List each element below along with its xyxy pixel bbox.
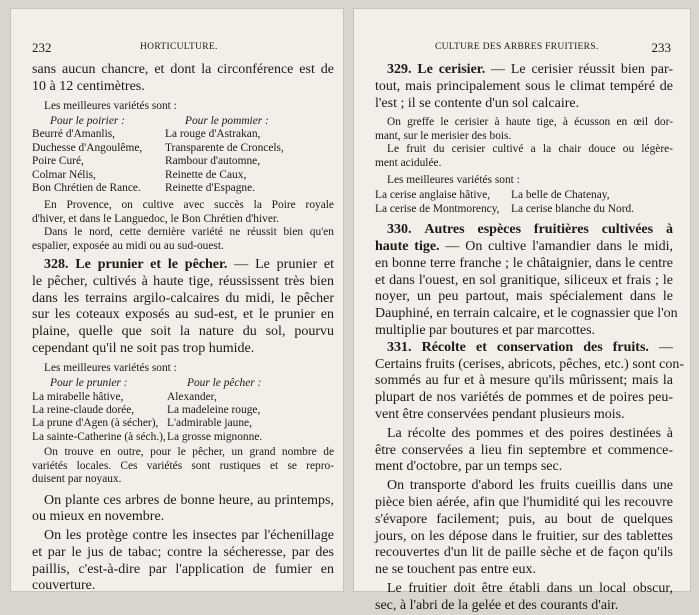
list-item: Bon Chrétien de Rance. bbox=[32, 182, 141, 195]
text-line: et dans l'ouest, en sol granitique, siliceux et frais ; le bbox=[375, 272, 673, 288]
section-number: 328. bbox=[44, 257, 69, 273]
text-line: sans aucun chancre, et dont la circonférence est de bbox=[32, 62, 334, 77]
pear-apple-columns bbox=[32, 115, 334, 195]
section-title: Le prunier et le pêcher. bbox=[75, 257, 228, 273]
text-line: sur les coteaux exposés au sud-est, et le prunier en bbox=[32, 307, 334, 323]
section-331-heading bbox=[375, 340, 673, 357]
prunier-column bbox=[32, 377, 167, 444]
list-item: La prune d'Agen (à sécher), bbox=[32, 417, 159, 430]
text-line: jours, on les dépose dans le fruitier, sur des tablettes bbox=[375, 528, 673, 544]
text-line: multiplie par boutures et par marcottes. bbox=[375, 323, 596, 339]
text-line: sec, à l'abri de la gelée et des courants d'air. bbox=[375, 597, 619, 613]
left-content bbox=[32, 62, 334, 595]
text-line: Dauphiné, en terrain calcaire, et le cognassier que l'on bbox=[375, 306, 678, 322]
right-running-title: CULTURE DES ARBRES FRUITIERS. bbox=[435, 42, 599, 52]
text-line: Certains fruits (cerises, abricots, pêches, etc.) sont con- bbox=[375, 356, 685, 372]
section-330-heading bbox=[375, 222, 673, 239]
list-item: La rouge d'Astrakan, bbox=[165, 128, 261, 141]
text-line: noyer, un peu partout, mais spécialement dans le bbox=[375, 289, 673, 305]
text-line: mant, sur le merisier des bois. bbox=[375, 129, 512, 142]
varieties-heading: Les meilleures variétés sont : bbox=[44, 99, 177, 112]
list-item: La madeleine rouge, bbox=[167, 404, 261, 417]
text-line: vent être conservées pendant plusieurs mois. bbox=[375, 407, 625, 422]
left-page-number: 232 bbox=[32, 40, 52, 55]
section-title: Le cerisier. bbox=[417, 62, 486, 77]
varieties-heading: Les meilleures variétés sont : bbox=[387, 174, 520, 187]
text-line: en bonne terre franche ; le châtaignier, dans le centre bbox=[375, 255, 673, 271]
text-line: couverture. bbox=[32, 578, 96, 594]
text-line: tout, mais principalement sous le climat tempéré de bbox=[375, 78, 673, 94]
section-text: — Le prunier et bbox=[234, 257, 335, 273]
plum-peach-columns bbox=[32, 377, 334, 444]
text-line: cependant qu'il ne soit pas trop humide. bbox=[32, 341, 255, 357]
text-line: l'est ; il se contente d'un sol calcaire. bbox=[375, 95, 580, 111]
text-line: s'évapore facilement; puis, au bout de quelques bbox=[375, 511, 673, 527]
text-line: variétés locales. Ces variétés sont rustiques et se repro- bbox=[32, 459, 334, 472]
text-line: On trouve en outre, pour le pêcher, un grand nombre de bbox=[44, 446, 334, 459]
section-text: — On cultive l'amandier dans le midi, bbox=[445, 239, 674, 255]
column-heading: Pour le pommier : bbox=[185, 115, 269, 127]
list-item: La cerise de Montmorency, bbox=[375, 202, 500, 215]
column-heading: Pour le pêcher : bbox=[187, 377, 262, 390]
section-text: — bbox=[659, 339, 674, 355]
text-line: ou mieux en novembre. bbox=[32, 509, 165, 525]
list-item: La reine-claude dorée, bbox=[32, 404, 135, 417]
text-line: et par le jus de tabac; contre la sécheresse, par des bbox=[32, 544, 334, 560]
text-line: Dans le nord, cette dernière variété ne réussit bien qu'en bbox=[44, 226, 334, 239]
list-item: Reinette de Caux, bbox=[165, 168, 247, 181]
text-line: Le fruitier doit être établi dans un local obscur, bbox=[387, 580, 673, 596]
cerise-column-1 bbox=[375, 189, 511, 216]
text-line: plupart de nos variétés de pommes et de poires peu- bbox=[375, 390, 673, 406]
text-line: duisent par noyaux. bbox=[32, 473, 122, 486]
text-line: La récolte des pommes et des poires destinées à bbox=[387, 425, 673, 441]
list-item: Alexander, bbox=[167, 390, 217, 403]
text-line: recouvertes d'un lit de paille sèche et de façon qu'ils bbox=[375, 545, 673, 561]
list-item: La mirabelle hâtive, bbox=[32, 390, 124, 403]
text-line: 10 à 12 centimètres. bbox=[32, 78, 145, 94]
list-item: La sainte-Catherine (à séch.), bbox=[32, 430, 166, 443]
list-item: Beurré d'Amanlis, bbox=[32, 128, 116, 141]
text-line: On plante ces arbres de bonne heure, au printemps, bbox=[44, 492, 334, 508]
text-line: ment acidulée. bbox=[375, 156, 442, 169]
cerise-column-2 bbox=[511, 189, 634, 216]
varieties-heading: Les meilleures variétés sont : bbox=[44, 361, 177, 374]
cherry-columns bbox=[375, 189, 673, 216]
text-line: paillis, c'est-à-dire par l'application de fumier en bbox=[32, 561, 334, 577]
text-line: ment d'octobre, par un temps sec. bbox=[375, 459, 563, 475]
list-item: Reinette d'Espagne. bbox=[165, 182, 255, 195]
text-line bbox=[375, 239, 673, 256]
column-heading: Pour le poirier : bbox=[50, 115, 125, 127]
pecher-column bbox=[167, 377, 262, 444]
section-text: — Le cerisier réussit bien par- bbox=[491, 62, 674, 77]
list-item: Transparente de Croncels, bbox=[165, 141, 284, 154]
section-329-heading bbox=[375, 62, 673, 79]
list-item: Duchesse d'Angoulême, bbox=[32, 141, 143, 154]
right-page-number: 233 bbox=[651, 40, 671, 55]
text-line: espalier, exposée au midi ou au sud-ouest. bbox=[32, 239, 224, 252]
list-item: Colmar Nélis, bbox=[32, 168, 96, 181]
text-line: être conservées a lieu fin septembre et commence- bbox=[375, 442, 673, 458]
text-line: dans les terrains argilo-calcaires du midi, le pêcher bbox=[32, 290, 334, 306]
text-line: On transporte d'abord les fruits cueillis dans une bbox=[387, 478, 673, 494]
section-328-heading bbox=[32, 257, 334, 274]
list-item: La cerise blanche du Nord. bbox=[511, 202, 635, 215]
pommier-column bbox=[165, 115, 284, 195]
text-line: sommés au fur et à mesure qu'ils mûrissent; mais la bbox=[375, 373, 673, 389]
list-item: La belle de Chatenay, bbox=[511, 189, 610, 202]
section-title: Autres espèces fruitières cultivées à bbox=[424, 222, 673, 238]
text-line: On les protège contre les insectes par l'échenillage bbox=[44, 528, 334, 544]
section-title-continued: haute tige. bbox=[375, 239, 440, 255]
text-line: En Provence, on cultive avec succès la Poire royale bbox=[44, 199, 334, 212]
section-title: Récolte et conservation des fruits. bbox=[421, 339, 649, 355]
section-number: 330. bbox=[387, 222, 412, 238]
text-line: plaine, quelle que soit la nature du sol, pourvu bbox=[32, 324, 334, 340]
left-running-title: HORTICULTURE. bbox=[140, 42, 218, 52]
column-heading: Pour le prunier : bbox=[50, 377, 128, 390]
text-line: On greffe le cerisier à haute tige, à écusson en œil dor- bbox=[387, 116, 673, 129]
text-line: Le fruit du cerisier cultivé a la chair douce ou légère- bbox=[387, 143, 673, 156]
text-line: pièce bien aérée, afin que l'humidité qui les recouvre bbox=[375, 494, 673, 510]
left-page bbox=[10, 8, 344, 592]
section-number: 329. bbox=[387, 62, 412, 77]
list-item: La grosse mignonne. bbox=[167, 430, 263, 443]
section-number: 331. bbox=[387, 339, 412, 355]
list-item: L'admirable jaune, bbox=[167, 417, 252, 430]
right-content bbox=[375, 62, 685, 615]
text-line: le pêcher, cultivés à haute tige, réussissent très bien bbox=[32, 273, 334, 289]
right-page bbox=[353, 8, 691, 613]
poirier-column bbox=[32, 115, 165, 195]
text-line: ne se touchent pas entre eux. bbox=[375, 562, 536, 578]
list-item: Rambour d'automne, bbox=[165, 155, 261, 168]
list-item: Poire Curé, bbox=[32, 155, 84, 168]
text-line: d'hiver, et dans le Languedoc, le Bon Chrétien d'hiver. bbox=[32, 212, 279, 225]
list-item: La cerise anglaise hâtive, bbox=[375, 189, 491, 202]
